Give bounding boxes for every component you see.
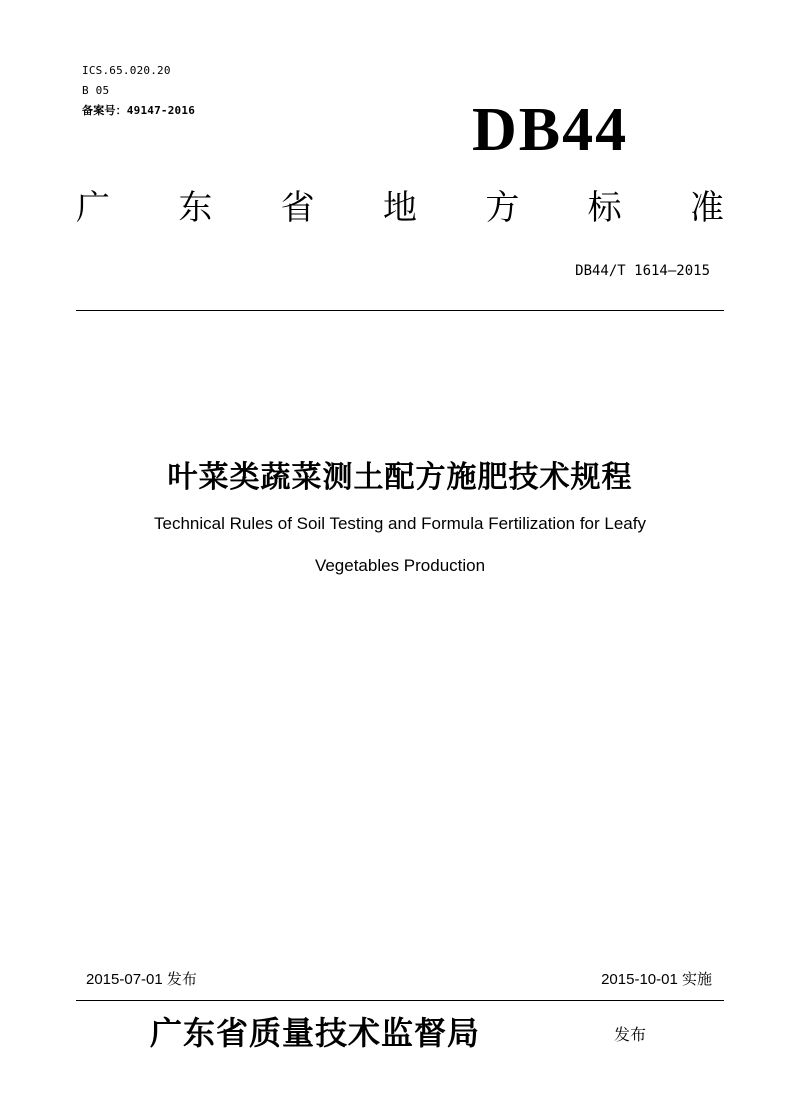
standard-type-char: 东 — [178, 188, 213, 228]
issuing-authority-suffix: 发布 — [614, 1025, 647, 1044]
standard-number: DB44/T 1614—2015 — [575, 263, 710, 279]
standard-type-char: 广 — [76, 188, 110, 228]
document-title-english-line1: Technical Rules of Soil Testing and Formula Fertilization for Leafy — [154, 514, 646, 533]
implementation-date: 2015-10-01 实施 — [601, 971, 712, 988]
bottom-divider — [76, 1000, 724, 1001]
standard-type-heading — [76, 186, 724, 230]
standard-type-char: 地 — [382, 188, 417, 228]
standard-type-char: 准 — [689, 188, 724, 228]
ics-code: ICS.65.020.20 — [82, 64, 171, 77]
classification-code: B 05 — [82, 84, 110, 97]
standard-code-logo: DB44 — [472, 96, 629, 164]
standard-type-char: 方 — [485, 188, 520, 228]
standard-type-char: 省 — [280, 188, 315, 228]
document-title-english-line2: Vegetables Production — [314, 556, 486, 575]
issuing-authority: 广东省质量技术监督局 — [150, 1014, 481, 1052]
top-divider — [76, 310, 724, 311]
document-title-chinese: 叶菜类蔬菜测土配方施肥技术规程 — [167, 460, 633, 495]
standard-type-char: 标 — [587, 188, 622, 228]
issue-date: 2015-07-01 发布 — [86, 971, 197, 988]
registration-number: 备案号：49147-2016 — [82, 104, 196, 117]
